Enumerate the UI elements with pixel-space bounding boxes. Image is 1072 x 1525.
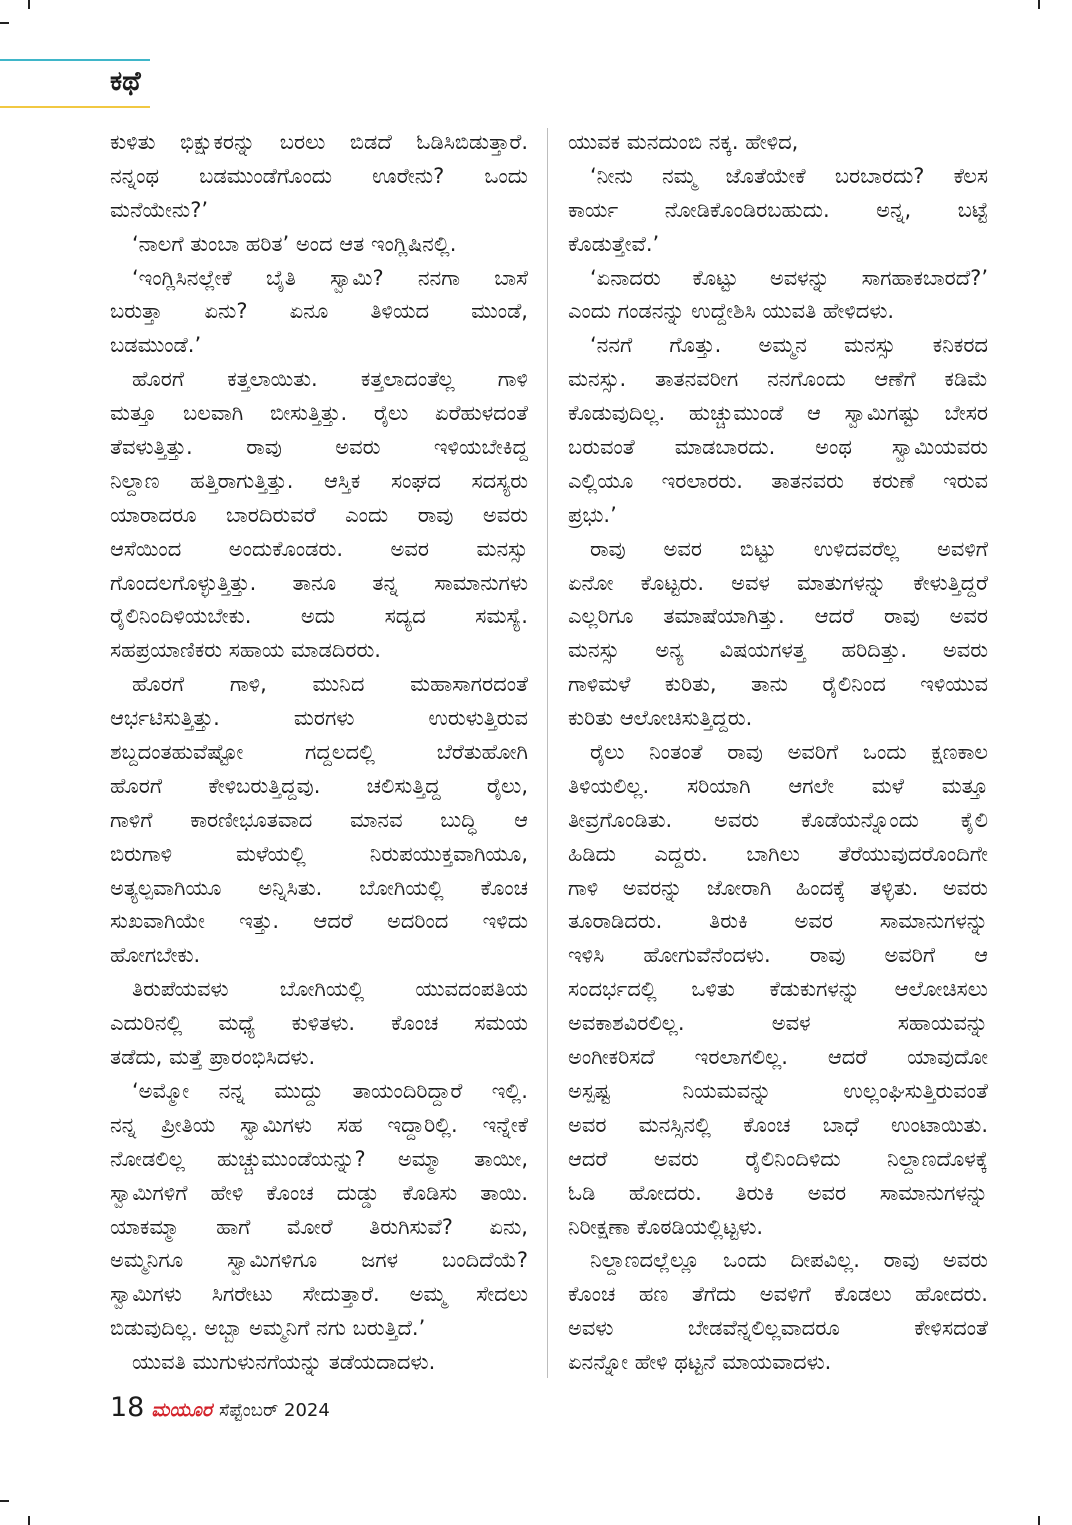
- text-line: ನನ್ನ ಪ್ರೀತಿಯ ಸ್ವಾಮಿಗಳು ಸಹ ಇದ್ದಾರಿಲ್ಲಿ. ಇನ್ನೇಕೆ: [110, 1112, 528, 1137]
- crop-mark: [0, 22, 9, 24]
- paragraph: [110, 126, 528, 228]
- text-line: ಸಂದರ್ಭದಲ್ಲಿ ಒಳಿತು ಕೆಡುಕುಗಳನ್ನು ಆಲೋಚಿಸಲು: [568, 977, 988, 1002]
- paragraph: [568, 126, 988, 160]
- crop-mark: [28, 0, 30, 9]
- text-line: ಅವಳು ಬೇಡವೆನ್ನಲಿಲ್ಲವಾದರೂ ಕೇಳಿಸದಂತೆ: [568, 1316, 988, 1341]
- crop-mark: [28, 1516, 30, 1525]
- text-line: ತೂರಾಡಿದರು. ತಿರುಕಿ ಅವರ ಸಾಮಾನುಗಳನ್ನು: [568, 909, 988, 934]
- text-line: ಏನೋ ಕೊಟ್ಟರು. ಅವಳ ಮಾತುಗಳನ್ನು ಕೇಳುತ್ತಿದ್ದರೆ: [568, 570, 988, 595]
- paragraph: [110, 262, 528, 364]
- text-line: ‘ನನಗೆ ಗೊತ್ತು. ಅಮ್ಮನ ಮನಸ್ಸು ಕನಿಕರದ: [590, 333, 988, 358]
- text-line: ಎದುರಿನಲ್ಲಿ ಮಧ್ಯೆ ಕುಳಿತಳು. ಕೊಂಚ ಸಮಯ: [110, 1011, 528, 1036]
- text-line: ತೆವಳುತ್ತಿತ್ತು. ರಾವು ಅವರು ಇಳಿಯಬೇಕಿದ್ದ: [110, 435, 528, 460]
- text-line: ಮನೆಯೇನು?’: [110, 197, 209, 222]
- paragraph: [110, 668, 528, 973]
- text-line: ಹೊರಗೆ ಗಾಳಿ, ಮುನಿದ ಮಹಾಸಾಗರದಂತೆ: [132, 672, 528, 697]
- header-rule-top: [0, 59, 150, 61]
- text-line: ನಿರೀಕ್ಷಣಾ ಕೊಠಡಿಯಲ್ಲಿಟ್ಟಳು.: [568, 1214, 764, 1239]
- page-footer: [110, 1390, 330, 1426]
- text-line: ಸ್ವಾಮಿಗಳು ಸಿಗರೇಟು ಸೇದುತ್ತಾರೆ. ಅಮ್ಮ ಸೇದಲು: [110, 1282, 528, 1307]
- text-line: ಸಹಪ್ರಯಾಣಿಕರು ಸಹಾಯ ಮಾಡದಿರರು.: [110, 638, 381, 663]
- text-line: ಆರ್ಭಟಿಸುತ್ತಿತ್ತು. ಮರಗಳು ಉರುಳುತ್ತಿರುವ: [110, 706, 528, 731]
- text-line: ನಿಲ್ದಾಣ ಹತ್ತಿರಾಗುತ್ತಿತ್ತು. ಆಸ್ತಿಕ ಸಂಘದ ಸದಸ್ಯರು: [110, 468, 528, 493]
- text-line: ಸ್ವಾಮಿಗಳಿಗೆ ಹೇಳಿ ಕೊಂಚ ದುಡ್ಡು ಕೊಡಿಸು ತಾಯಿ.: [110, 1180, 528, 1205]
- text-line: ‘ಇಂಗ್ಲಿಸಿನಲ್ಲೇಕೆ ಬೈತಿ ಸ್ವಾಮಿ? ನನಗಾ ಬಾಸೆ: [132, 265, 528, 290]
- text-line: ಮನಸ್ಸು. ತಾತನವರೀಗ ನನಗೊಂದು ಆಣೆಗೆ ಕಡಿಮೆ: [568, 367, 988, 392]
- text-line: ಗೊಂದಲಗೊಳ್ಳುತ್ತಿತ್ತು. ತಾನೂ ತನ್ನ ಸಾಮಾನುಗಳು: [110, 570, 528, 595]
- text-line: ಬಿಡುವುದಿಲ್ಲ. ಅಬ್ಬಾ ಅಮ್ಮನಿಗೆ ನಗು ಬರುತ್ತಿದೆ.’: [110, 1316, 426, 1341]
- text-line: ಹೊರಗೆ ಕೇಳಿಬರುತ್ತಿದ್ದವು. ಚಲಿಸುತ್ತಿದ್ದ ರೈಲು,: [110, 773, 528, 798]
- text-line: ಕೊಂಚ ಹಣ ತೆಗೆದು ಅವಳಿಗೆ ಕೊಡಲು ಹೋದರು.: [568, 1282, 988, 1307]
- paragraph: [110, 228, 528, 262]
- text-line: ಬಡಮುಂಡೆ.’: [110, 333, 202, 358]
- text-line: ಬರುತ್ತಾ ಏನು? ಏನೂ ತಿಳಿಯದ ಮುಂಡೆ,: [110, 299, 528, 324]
- paragraph: [568, 736, 988, 1244]
- text-line: ಬರುವಂತೆ ಮಾಡಬಾರದು. ಅಂಥ ಸ್ವಾಮಿಯವರು: [568, 435, 988, 460]
- text-line: ಯಾರಾದರೂ ಬಾರದಿರುವರೆ ಎಂದು ರಾವು ಅವರು: [110, 502, 528, 527]
- text-line: ಯಾಕಮ್ಮಾ ಹಾಗೆ ಮೋರೆ ತಿರುಗಿಸುವೆ? ಏನು,: [110, 1214, 528, 1239]
- page-number: 18: [110, 1392, 145, 1423]
- text-line: ತೀವ್ರಗೊಂಡಿತು. ಅವರು ಕೊಡೆಯನ್ನೊಂದು ಕೈಲಿ: [568, 807, 988, 832]
- text-line: ಆಸೆಯಿಂದ ಅಂದುಕೊಂಡರು. ಅವರ ಮನಸ್ಸು: [110, 536, 528, 561]
- paragraph: [568, 533, 988, 736]
- text-line: ಆದರೆ ಅವರು ರೈಲಿನಿಂದಿಳಿದು ನಿಲ್ದಾಣದೊಳಕ್ಕೆ: [568, 1146, 988, 1171]
- text-line: ಹೋಗಬೇಕು.: [110, 943, 201, 968]
- text-line: ಹಿಡಿದು ಎದ್ದರು. ಬಾಗಿಲು ತೆರೆಯುವುದರೊಂದಿಗೇ: [568, 841, 988, 866]
- text-line: ಅಂಗೀಕರಿಸದೆ ಇರಲಾಗಲಿಲ್ಲ. ಆದರೆ ಯಾವುದೋ: [568, 1045, 988, 1070]
- magazine-logo: ಮಯೂರ: [151, 1399, 212, 1421]
- text-line: ರಾವು ಅವರ ಬಿಟ್ಟು ಉಳಿದವರೆಲ್ಲ ಅವಳಿಗೆ: [590, 536, 988, 561]
- text-line: ಕೊಡುತ್ತೇವೆ.’: [568, 231, 660, 256]
- paragraph: [110, 1075, 528, 1346]
- paragraph: [110, 973, 528, 1075]
- text-line: ಮತ್ತೂ ಬಲವಾಗಿ ಬೀಸುತ್ತಿತ್ತು. ರೈಲು ಏರೆಹುಳದಂತೆ: [110, 401, 528, 426]
- paragraph: [110, 1346, 528, 1380]
- left-column: [110, 126, 528, 1382]
- paragraph: [568, 160, 988, 262]
- crop-mark: [1038, 0, 1040, 9]
- text-line: ನಿಲ್ದಾಣದಲ್ಲೆಲ್ಲೂ ಒಂದು ದೀಪವಿಲ್ಲ. ರಾವು ಅವರು: [590, 1248, 988, 1273]
- right-column: [568, 126, 988, 1382]
- text-line: ರೈಲಿನಿಂದಿಳಿಯಬೇಕು. ಅದು ಸದ್ಯದ ಸಮಸ್ಯೆ.: [110, 604, 528, 629]
- text-line: ಅವರ ಮನಸ್ಸಿನಲ್ಲಿ ಕೊಂಚ ಬಾಧೆ ಉಂಟಾಯಿತು.: [568, 1112, 988, 1137]
- text-line: ಅತ್ಯಲ್ಪವಾಗಿಯೂ ಅನ್ನಿಸಿತು. ಬೋಗಿಯಲ್ಲಿ ಕೊಂಚ: [110, 875, 528, 900]
- paragraph: [568, 1244, 988, 1380]
- text-line: ಹೊರಗೆ ಕತ್ತಲಾಯಿತು. ಕತ್ತಲಾದಂತೆಲ್ಲ ಗಾಳಿ: [132, 367, 528, 392]
- text-line: ತಿರುಪೆಯವಳು ಬೋಗಿಯಲ್ಲಿ ಯುವದಂಪತಿಯ: [132, 977, 528, 1002]
- text-line: ತಡೆದು, ಮತ್ತೆ ಪ್ರಾರಂಭಿಸಿದಳು.: [110, 1045, 316, 1070]
- text-line: ಗಾಳಿಗೆ ಕಾರಣೀಭೂತವಾದ ಮಾನವ ಬುದ್ಧಿ ಆ: [110, 807, 528, 832]
- text-line: ಎಲ್ಲಿಯೂ ಇರಲಾರರು. ತಾತನವರು ಕರುಣೆ ಇರುವ: [568, 468, 988, 493]
- text-line: ನನ್ನಂಥ ಬಡಮುಂಡೆಗೊಂದು ಊರೇನು? ಒಂದು: [110, 163, 528, 188]
- text-line: ಓಡಿ ಹೋದರು. ತಿರುಕಿ ಅವರ ಸಾಮಾನುಗಳನ್ನು: [568, 1180, 988, 1205]
- text-line: ಕೊಡುವುದಿಲ್ಲ. ಹುಚ್ಚುಮುಂಡೆ ಆ ಸ್ವಾಮಿಗಷ್ಟು ಬೇಸರ: [568, 401, 988, 426]
- text-line: ಪ್ರಭು.’: [568, 502, 617, 527]
- text-line: ಅವಕಾಶವಿರಲಿಲ್ಲ. ಅವಳ ಸಹಾಯವನ್ನು: [568, 1011, 988, 1036]
- text-line: ಎಲ್ಲರಿಗೂ ತಮಾಷೆಯಾಗಿತ್ತು. ಆದರೆ ರಾವು ಅವರ: [568, 604, 988, 629]
- text-line: ಅಮ್ಮನಿಗೂ ಸ್ವಾಮಿಗಳಿಗೂ ಜಗಳ ಬಂದಿದೆಯೆ?: [110, 1248, 528, 1273]
- text-line: ರೈಲು ನಿಂತಂತೆ ರಾವು ಅವರಿಗೆ ಒಂದು ಕ್ಷಣಕಾಲ: [590, 740, 988, 765]
- header-rule-bottom: [0, 106, 150, 108]
- issue-date: ಸೆಪ್ಟೆಂಬರ್ 2024: [218, 1400, 330, 1421]
- section-label: ಕಥೆ: [110, 66, 141, 97]
- column-divider: [547, 128, 548, 1378]
- text-line: ಬಿರುಗಾಳಿ ಮಳೆಯಲ್ಲಿ ನಿರುಪಯುಕ್ತವಾಗಿಯೂ,: [110, 841, 528, 866]
- text-line: ‘ಅಮ್ಮೋ ನನ್ನ ಮುದ್ದು ತಾಯಂದಿರಿದ್ದಾರೆ ಇಲ್ಲಿ.: [132, 1078, 528, 1103]
- paragraph: [110, 363, 528, 668]
- text-line: ಮನಸ್ಸು ಅನ್ಯ ವಿಷಯಗಳತ್ತ ಹರಿದಿತ್ತು. ಅವರು: [568, 638, 988, 663]
- text-line: ಗಾಳಿಮಳೆ ಕುರಿತು, ತಾನು ರೈಲಿನಿಂದ ಇಳಿಯುವ: [568, 672, 988, 697]
- text-line: ಅಸ್ಪಷ್ಟ ನಿಯಮವನ್ನು ಉಲ್ಲಂಘಿಸುತ್ತಿರುವಂತೆ: [568, 1078, 988, 1103]
- text-line: ಇಳಿಸಿ ಹೋಗುವೆನೆಂದಳು. ರಾವು ಅವರಿಗೆ ಆ: [568, 943, 988, 968]
- crop-mark: [1038, 1516, 1040, 1525]
- text-line: ಯುವತಿ ಮುಗುಳುನಗೆಯನ್ನು ತಡೆಯದಾದಳು.: [132, 1350, 436, 1375]
- text-line: ‘ಏನಾದರು ಕೊಟ್ಟು ಅವಳನ್ನು ಸಾಗಹಾಕಬಾರದೆ?’: [590, 265, 988, 290]
- paragraph: [568, 262, 988, 330]
- text-line: ಕುಳಿತು ಭಿಕ್ಷುಕರನ್ನು ಬರಲು ಬಿಡದೆ ಓಡಿಸಿಬಿಡುತ್ತಾರೆ.: [110, 130, 528, 154]
- text-line: ಗಾಳಿ ಅವರನ್ನು ಜೋರಾಗಿ ಹಿಂದಕ್ಕೆ ತಳ್ಳಿತು. ಅವರು: [568, 875, 988, 900]
- text-line: ನೋಡಲಿಲ್ಲ ಹುಚ್ಚುಮುಂಡೆಯನ್ನು? ಅಮ್ಮಾ ತಾಯೀ,: [110, 1146, 528, 1171]
- text-line: ಸುಖವಾಗಿಯೇ ಇತ್ತು. ಆದರೆ ಅದರಿಂದ ಇಳಿದು: [110, 909, 528, 934]
- crop-mark: [0, 1500, 9, 1502]
- text-line: ಶಬ್ದದಂತಹುವೆಷ್ಟೋ ಗದ್ದಲದಲ್ಲಿ ಬೆರೆತುಹೋಗಿ: [110, 740, 528, 765]
- text-line: ಯುವಕ ಮನದುಂಬಿ ನಕ್ಕ. ಹೇಳಿದ,: [568, 130, 799, 154]
- paragraph: [568, 329, 988, 532]
- text-line: ‘ನಾಲಗೆ ತುಂಬಾ ಹರಿತ’ ಅಂದ ಆತ ಇಂಗ್ಲಿಷಿನಲ್ಲಿ.: [132, 231, 457, 256]
- text-line: ತಿಳಿಯಲಿಲ್ಲ. ಸರಿಯಾಗಿ ಆಗಲೇ ಮಳೆ ಮತ್ತೂ: [568, 773, 988, 798]
- text-line: ಎಂದು ಗಂಡನನ್ನು ಉದ್ದೇಶಿಸಿ ಯುವತಿ ಹೇಳಿದಳು.: [568, 299, 895, 324]
- text-line: ಏನನ್ನೋ ಹೇಳಿ ಥಟ್ಟನೆ ಮಾಯವಾದಳು.: [568, 1350, 832, 1375]
- text-line: ಕುರಿತು ಆಲೋಚಿಸುತ್ತಿದ್ದರು.: [568, 706, 753, 731]
- text-line: ‘ನೀನು ನಮ್ಮ ಜೊತೆಯೇಕೆ ಬರಬಾರದು? ಕೆಲಸ: [590, 163, 988, 188]
- text-line: ಕಾರ್ಯ ನೋಡಿಕೊಂಡಿರಬಹುದು. ಅನ್ನ, ಬಟ್ಟೆ: [568, 197, 988, 222]
